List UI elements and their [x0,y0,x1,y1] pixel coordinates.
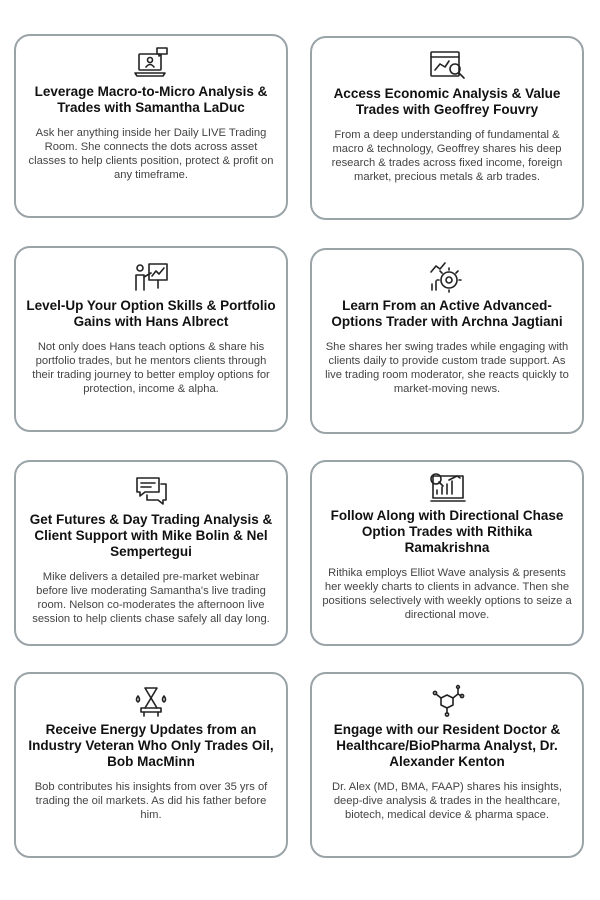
analyst-card-rithika [310,460,584,646]
card-title: Receive Energy Updates from an Industry Veteran Who Only Trades Oil, Bob MacMinn [28,722,274,769]
card-title: Leverage Macro-to-Micro Analysis & Trades with Samantha LaDuc [34,84,268,115]
card-description: She shares her swing trades while engaging with clients daily to provide custom trade support. As live trading room moderator, she reacts quickly to market-moving news. [325,341,569,395]
analyst-card-hans [14,246,288,432]
oil-rig-icon [131,684,171,718]
gear-analytics-icon [427,260,467,294]
molecule-icon [427,684,467,718]
analyst-card-samantha [14,34,288,218]
card-title: Follow Along with Directional Chase Option Trades with Rithika Ramakrishna [330,508,564,555]
analyst-card-alexander [310,672,584,858]
card-title: Get Futures & Day Trading Analysis & Client Support with Mike Bolin & Nel Sempertegui [29,512,273,559]
growth-chart-icon [427,470,467,504]
card-title: Level-Up Your Option Skills & Portfolio Gains with Hans Albrect [26,298,276,329]
analyst-card-archna [310,248,584,434]
card-description: Not only does Hans teach options & share his portfolio trades, but he mentors clients through their trading journey to better employ options for protection, income & alpha. [32,341,270,395]
chart-magnifier-icon [427,48,467,82]
card-description: Rithika employs Elliot Wave analysis & presents her weekly charts to clients in advance. Then she positions selectively with weekly options to seize a directional move. [322,567,572,621]
analyst-card-bob [14,672,288,858]
card-description: From a deep understanding of fundamental & macro & technology, Geoffrey shares his deep research & trades across fixed income, foreign market, precious metals & arb trades. [331,129,563,183]
card-description: Mike delivers a detailed pre-market webinar before live moderating Samantha's live trading room. Nelson co-moderates the afternoon live session to help clients chase safely all day long. [32,571,270,625]
chat-bubbles-icon [131,474,171,508]
card-title: Engage with our Resident Doctor & Healthcare/BioPharma Analyst, Dr. Alexander Kenton [333,722,561,769]
card-description: Dr. Alex (MD, BMA, FAAP) shares his insights, deep-dive analysis & trades in the healthcare, biotech, medical device & pharma space. [331,781,563,821]
presenter-chart-icon [131,260,171,294]
analyst-card-mike-nel [14,460,288,646]
analyst-card-geoffrey [310,36,584,220]
laptop-chat-icon [131,46,171,80]
card-description: Ask her anything inside her Daily LIVE Trading Room. She connects the dots across asset classes to help clients position, protect & profit on any timeframe. [28,127,274,181]
card-title: Learn From an Active Advanced-Options Trader with Archna Jagtiani [331,298,563,329]
card-title: Access Economic Analysis & Value Trades with Geoffrey Fouvry [333,86,561,117]
card-description: Bob contributes his insights from over 35 yrs of trading the oil markets. As did his father before him. [34,781,268,821]
